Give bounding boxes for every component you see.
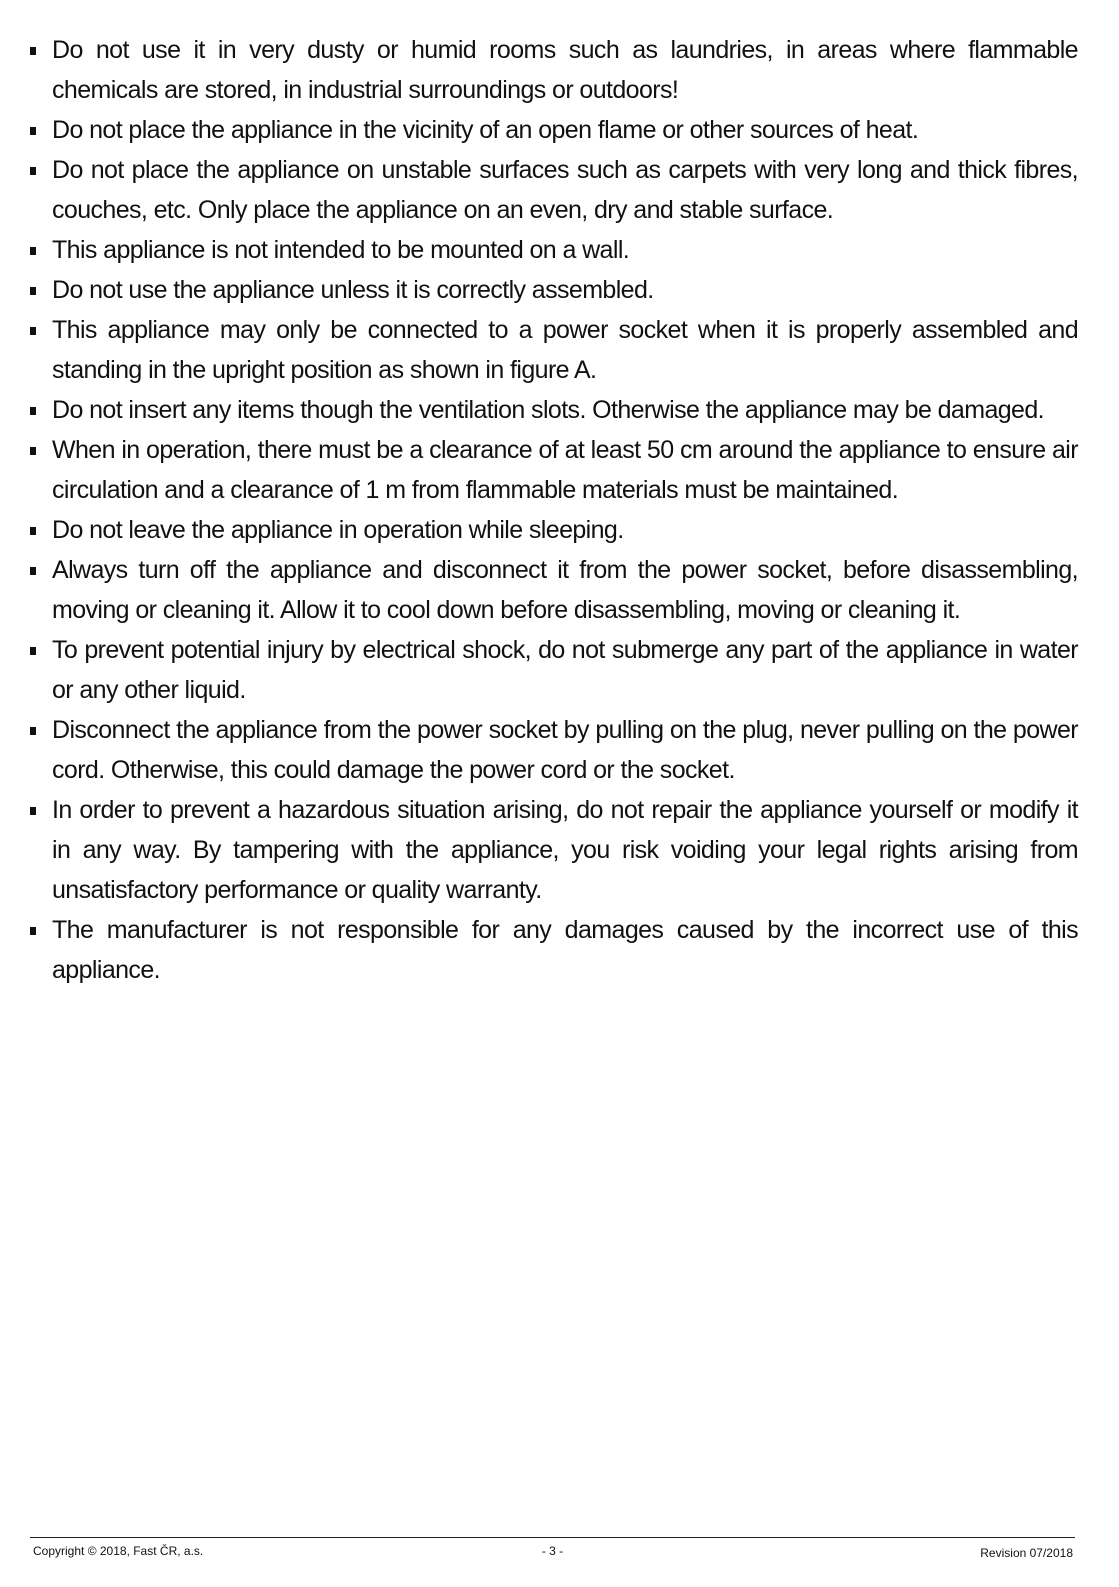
list-item-text: When in operation, there must be a clearance of at least 50 cm around the appliance to ensure air circulation and a clearance of 1 m from flammable materials must be maintained. [52,436,1078,504]
bullet-square-icon [30,927,36,935]
bullet-square-icon [30,167,36,175]
list-item [30,230,1078,270]
bullet-square-icon [30,727,36,735]
bullet-square-icon [30,287,36,295]
list-item-text: This appliance may only be connected to a power socket when it is properly assembled and standing in the upright position as shown in figure A. [52,316,1078,384]
list-item [30,150,1078,230]
list-item [30,310,1078,390]
list-item [30,270,1078,310]
list-item [30,430,1078,510]
bullet-square-icon [30,407,36,415]
list-item-text: Do not insert any items though the ventilation slots. Otherwise the appliance may be damaged. [52,396,1045,424]
list-item [30,550,1078,630]
list-item [30,790,1078,910]
list-item-text: This appliance is not intended to be mounted on a wall. [52,236,630,264]
bullet-square-icon [30,527,36,535]
list-item-text: Always turn off the appliance and disconnect it from the power socket, before disassembling, moving or cleaning it. Allow it to cool down before disassembling, moving or cleaning it. [52,556,1078,624]
list-item-text: Do not use the appliance unless it is correctly assembled. [52,276,654,304]
list-item-text: To prevent potential injury by electrical shock, do not submerge any part of the appliance in water or any other liquid. [52,636,1078,704]
list-item [30,630,1078,710]
list-item-text: The manufacturer is not responsible for any damages caused by the incorrect use of this appliance. [52,916,1078,984]
list-item [30,110,1078,150]
list-item-text: Disconnect the appliance from the power socket by pulling on the plug, never pulling on the power cord. Otherwise, this could damage the power cord or the socket. [52,716,1078,784]
bullet-square-icon [30,647,36,655]
list-item [30,30,1078,110]
revision-text: Revision 07/2018 [980,1546,1073,1560]
bullet-square-icon [30,447,36,455]
list-item [30,390,1078,430]
list-item [30,910,1078,990]
list-item-text: Do not use it in very dusty or humid rooms such as laundries, in areas where flammable chemicals are stored, in industrial surroundings or outdoors! [52,36,1078,104]
bullet-square-icon [30,327,36,335]
list-item [30,510,1078,550]
copyright-text: Copyright © 2018, Fast ČR, a.s. [33,1544,204,1558]
bullet-square-icon [30,807,36,815]
bullet-square-icon [30,247,36,255]
page-number: - 3 - [541,1544,564,1558]
list-item-text: In order to prevent a hazardous situation arising, do not repair the appliance yourself or modify it in any way. By tampering with the appliance, you risk voiding your legal rights arising from unsatisfactory performance or quality warranty. [52,796,1078,904]
bullet-list [30,30,1078,990]
list-item [30,710,1078,790]
list-item-text: Do not leave the appliance in operation while sleeping. [52,516,624,544]
list-item-text: Do not place the appliance in the vicinity of an open flame or other sources of heat. [52,116,919,144]
bullet-square-icon [30,127,36,135]
safety-instructions [30,30,1078,990]
bullet-square-icon [30,47,36,55]
page-footer [30,1537,1075,1568]
bullet-square-icon [30,567,36,575]
list-item-text: Do not place the appliance on unstable surfaces such as carpets with very long and thick fibres, couches, etc. Only place the appliance on an even, dry and stable surface. [52,156,1078,224]
